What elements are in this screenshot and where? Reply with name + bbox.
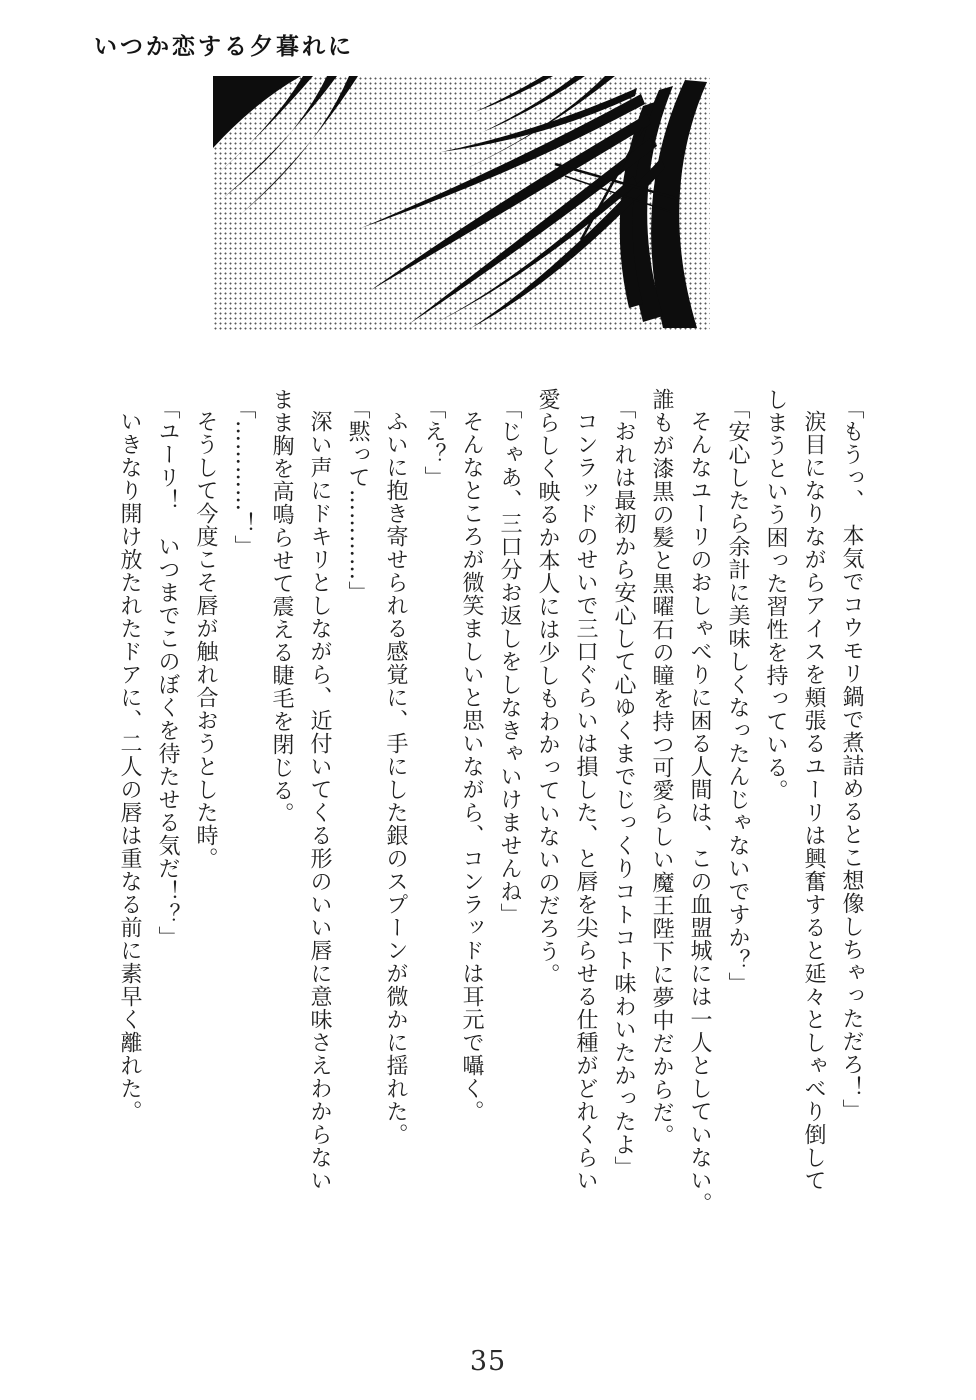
text-column: ふいに抱き寄せられる感覚に、手にした銀のスプーンが微かに揺れた。 [383,410,408,1146]
text-column: 誰もが漆黒の髪と黒曜石の瞳を持つ可愛らしい魔王陛下に夢中だからだ。 [649,388,674,1147]
text-column: いきなり開け放たれたドアに、二人の唇は重なる前に素早く離れた。 [117,410,142,1123]
halftone-illustration [213,76,710,332]
text-column: 愛らしく映るか本人には少しもわかっていないのだろう。 [535,388,560,986]
text-column: そうして今度こそ唇が触れ合おうとした時。 [193,410,218,870]
text-column: 「ユーリ！ いつまでこのぼくを待たせる気だ！？」 [155,396,180,949]
text-column: 「もうっ、 本気でコウモリ鍋で煮詰めるとこ想像しちゃっただろ！」 [839,396,864,1122]
text-column: コンラッドのせいで三口ぐらいは損した、と唇を尖らせる仕種がどれくらい [573,410,598,1192]
page-header-title: いつか恋する夕暮れに [94,34,354,60]
text-column: そんなところが微笑ましいと思いながら、コンラッドは耳元で囁く。 [459,410,484,1123]
text-column: しまうという困った習性を持っている。 [763,388,788,802]
text-column: 「黙って…………」 [345,396,370,604]
text-column: 深い声にドキリとしながら、近付いてくる形のいい唇に意味さえわからない [307,410,332,1192]
text-column: 涙目になりながらアイスを頬張るユーリは興奮すると延々としゃべり倒して [801,410,826,1192]
hair-strokes-graphic [213,76,710,332]
body-text [110,388,870,1215]
text-column: 「…………！」 [231,396,256,558]
text-column: そんなユーリのおしゃべりに困る人間は、この血盟城には一人としていない。 [687,410,712,1215]
text-column: まま胸を高鳴らせて震える睫毛を閉じる。 [269,388,294,825]
text-column: 「え？」 [421,396,446,489]
text-column: 「じゃあ、三口分お返しをしなきゃいけませんね」 [497,396,522,926]
text-column: 「おれは最初から安心して心ゆくまでじっくりコトコト味わいたかったよ」 [611,396,636,1179]
page-number: 35 [469,1346,507,1377]
text-column: 「安心したら余計に美味しくなったんじゃないですか？」 [725,396,750,995]
